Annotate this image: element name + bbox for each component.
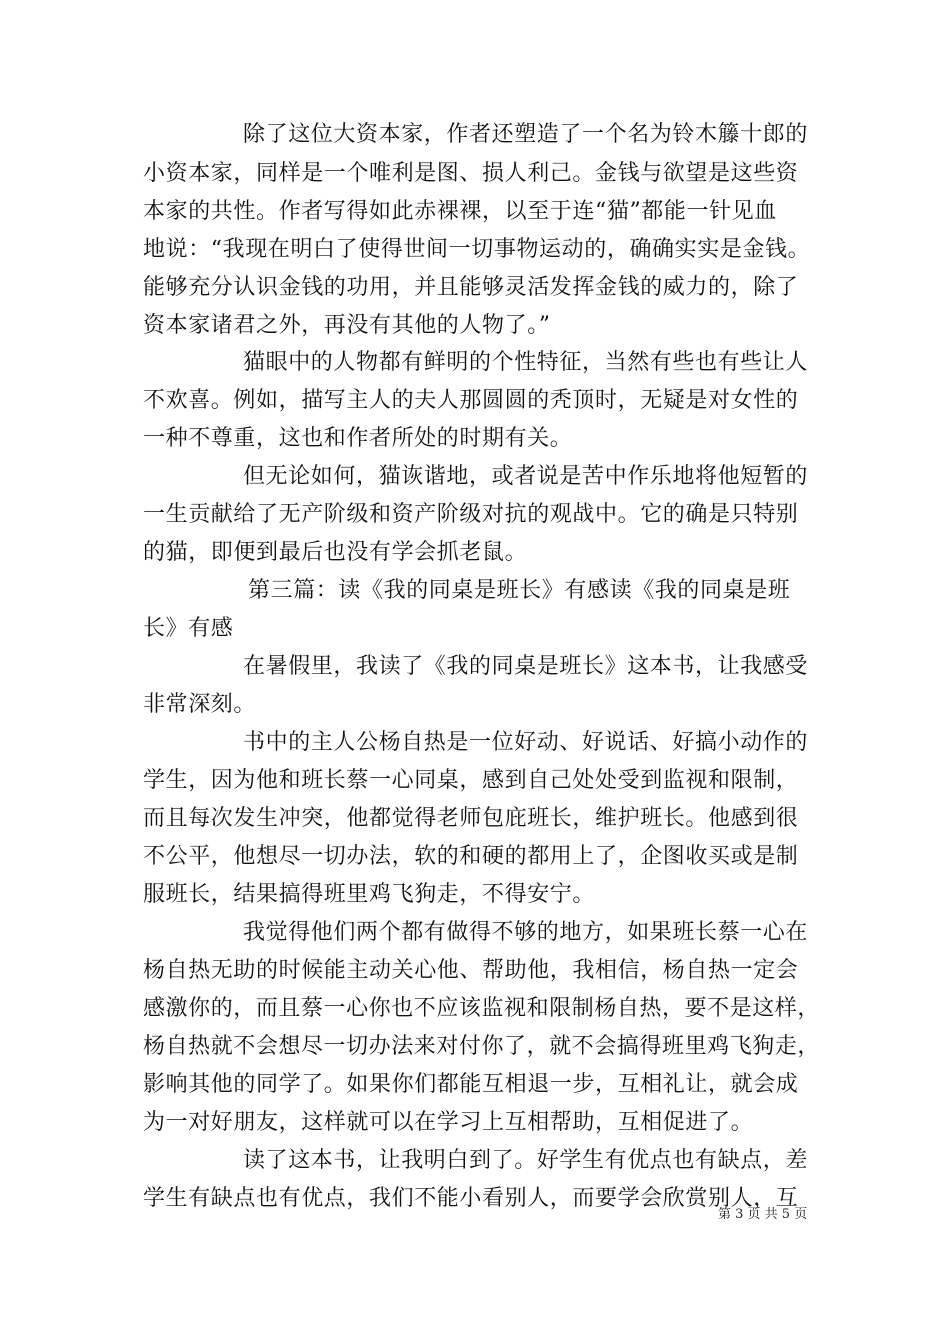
text-line: 杨自热就不会想尽一切办法来对付你了，就不会搞得班里鸡飞狗走，: [143, 1034, 820, 1059]
text-line: 影响其他的同学了。如果你们都能互相退一步，互相礼让，就会成: [143, 1072, 799, 1097]
text-line: 非常深刻。: [143, 692, 257, 717]
text-line: 不欢喜。例如，描写主人的夫人那圆圆的秃顶时，无疑是对女性的: [143, 388, 799, 413]
text-line: 而且每次发生冲突，他都觉得老师包庇班长，维护班长。他感到很: [143, 806, 799, 831]
text-line: 我觉得他们两个都有做得不够的地方，如果班长蔡一心在: [243, 920, 809, 945]
text-line: 服班长，结果搞得班里鸡飞狗走，不得安宁。: [143, 882, 596, 907]
page-number: 第 3 页 共 5 页: [718, 1207, 808, 1222]
text-line: 学生，因为他和班长蔡一心同桌，感到自己处处受到监视和限制，: [143, 768, 799, 793]
section-heading: 第三篇：读《我的同桌是班长》有感读《我的同桌是班: [248, 578, 791, 603]
text-line: 在暑假里，我读了《我的同桌是班长》这本书，让我感受: [243, 654, 809, 679]
text-line: 书中的主人公杨自热是一位好动、好说话、好搞小动作的: [243, 730, 809, 755]
text-line: 不公平，他想尽一切办法，软的和硬的都用上了，企图收买或是制: [143, 844, 799, 869]
text-line: 本家的共性。作者写得如此赤裸裸，以至于连“猫”都能一针见血: [143, 199, 777, 224]
text-line: 学生有缺点也有优点，我们不能小看别人，而要学会欣赏别人，互: [143, 1186, 799, 1211]
text-line: 能够充分认识金钱的功用，并且能够灵活发挥金钱的威力的，除了: [143, 275, 799, 300]
text-line: 杨自热无助的时候能主动关心他、帮助他，我相信，杨自热一定会: [143, 958, 799, 983]
text-line: 感激你的，而且蔡一心你也不应该监视和限制杨自热，要不是这样，: [143, 996, 820, 1021]
text-line: 小资本家，同样是一个唯利是图、损人利己。金钱与欲望是这些资: [143, 161, 799, 186]
text-line: 读了这本书，让我明白到了。好学生有优点也有缺点，差: [243, 1148, 809, 1173]
text-line: 资本家诸君之外，再没有其他的人物了。”: [143, 313, 551, 338]
text-line: 除了这位大资本家，作者还塑造了一个名为铃木籐十郎的: [243, 122, 809, 147]
text-line: 一生贡献给了无产阶级和资产阶级对抗的观战中。它的确是只特别: [143, 502, 799, 527]
text-line: 一种不尊重，这也和作者所处的时期有关。: [143, 426, 573, 451]
text-line: 但无论如何，猫诙谐地，或者说是苦中作乐地将他短暂的: [243, 464, 809, 489]
section-heading: 长》有感: [143, 616, 234, 641]
text-line: 为一对好朋友，这样就可以在学习上互相帮助，互相促进了。: [143, 1110, 754, 1135]
text-line: 猫眼中的人物都有鲜明的个性特征，当然有些也有些让人: [243, 350, 809, 375]
text-line: 地说：“我现在明白了使得世间一切事物运动的，确确实实是金钱。: [143, 237, 811, 262]
text-line: 的猫，即便到最后也没有学会抓老鼠。: [143, 540, 528, 565]
